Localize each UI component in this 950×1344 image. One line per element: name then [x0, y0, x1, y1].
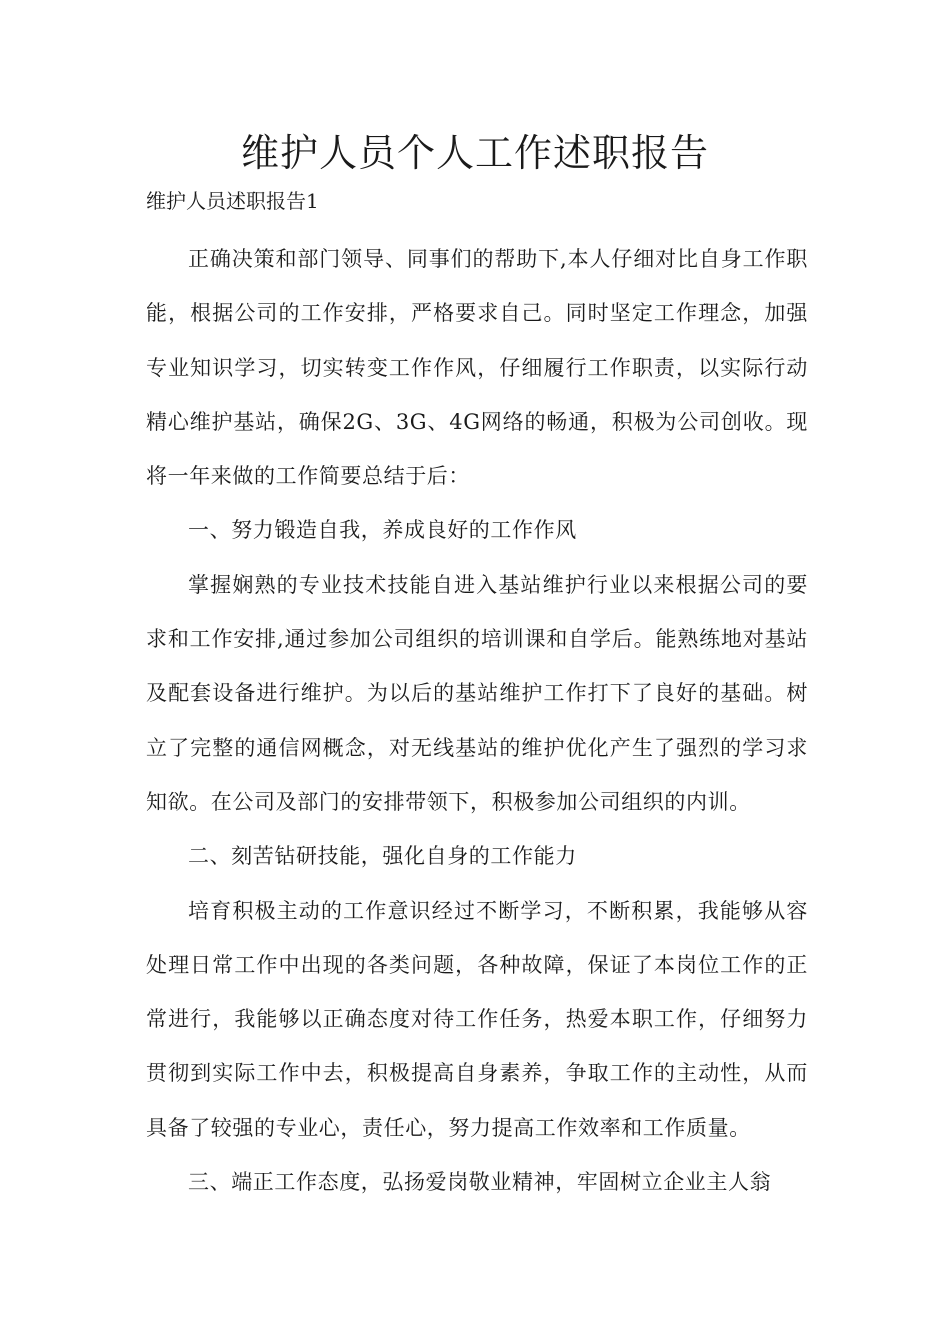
paragraph-section-2: 培育积极主动的工作意识经过不断学习，不断积累，我能够从容处理日常工作中出现的各类问题，各种故障，保证了本岗位工作的正常进行，我能够以正确态度对待工作任务，热爱本职工作，仔细努力贯彻到实际工作中去，积极提高自身素养，争取工作的主动性，从而具备了较强的专业心，责任心，努力提高工作效率和工作质量。: [146, 898, 808, 1140]
paragraph-intro: 正确决策和部门领导、同事们的帮助下,本人仔细对比自身工作职能，根据公司的工作安排，严格要求自己。同时坚定工作理念，加强专业知识学习，切实转变工作作风，仔细履行工作职责，以实际行动精心维护基站，确保2G、3G、4G网络的畅通，积极为公司创收。现将一年来做的工作简要总结于后：: [146, 247, 808, 489]
section-heading-3: 三、端正工作态度，弘扬爱岗敬业精神，牢固树立企业主人翁: [188, 1170, 772, 1195]
document-body: [146, 232, 808, 1209]
section-heading-2: 二、刻苦钻研技能，强化自身的工作能力: [188, 844, 577, 869]
document-subtitle: 维护人员述职报告1: [146, 189, 319, 213]
paragraph-section-1: 掌握娴熟的专业技术技能自进入基站维护行业以来根据公司的要求和工作安排,通过参加公司组织的培训课和自学后。能熟练地对基站及配套设备进行维护。为以后的基站维护工作打下了良好的基础。树立了完整的通信网概念，对无线基站的维护优化产生了强烈的学习求知欲。在公司及部门的安排带领下，积极参加公司组织的内训。: [146, 572, 808, 814]
document-title: 维护人员个人工作述职报告: [240, 131, 709, 175]
section-heading-1: 一、努力锻造自我，养成良好的工作作风: [188, 518, 577, 543]
